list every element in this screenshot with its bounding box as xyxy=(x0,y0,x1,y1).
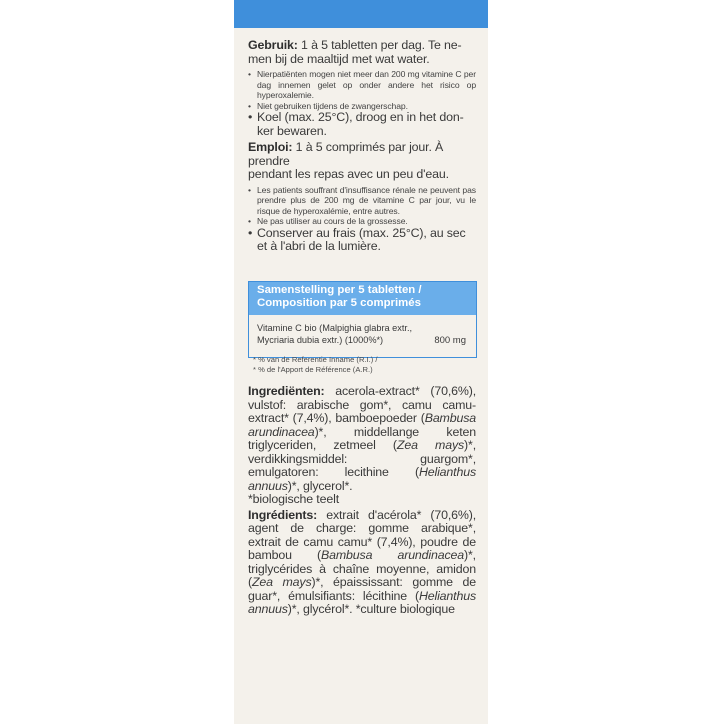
usage-nl-line-2: men bij de maaltijd met wat water. xyxy=(248,51,430,66)
ingredients-nl: Ingrediënten: acerola-extract* (70,6%), vulstof: arabische gom*, camu camu-extract* (7,4%), bamboepoeder (Bambusa arundinacea)*, middellange keten triglyceriden, zetmeel (Zea mays)*, verdikkingsmiddel: guargom*, emulgatoren: lecithine (Helianthus annuus)*, glycerol*. xyxy=(248,384,476,493)
blue-top-band xyxy=(234,0,488,28)
usage-fr-line-2: pendant les repas avec un peu d'eau. xyxy=(248,167,449,181)
composition-table xyxy=(248,281,477,358)
reference-intake-footnote xyxy=(253,355,473,374)
composition-header-nl: Samenstelling per 5 tabletten / xyxy=(257,284,422,296)
usage-fr-warnings xyxy=(248,185,476,227)
usage-fr-storage-item: • Conserver au frais (max. 25°C), au sec et à l'abri de la lumière. xyxy=(248,227,476,254)
usage-fr-warning-kidney: • Les patients souffrant d'insuffisance rénale ne peuvent pas prendre plus de 200 mg de vitamine C par jour, vu le risque de hyperoxalémie, entre autres. xyxy=(248,185,476,217)
usage-nl-warning-kidney: • Nierpatiënten mogen niet meer dan 200 mg vitamine C per dag innemen gelet op onder andere het risico op hyperoxalemie. xyxy=(248,69,476,101)
ingredients-nl-note: *biologische teelt xyxy=(248,492,339,506)
composition-row-amount: 800 mg xyxy=(434,334,466,346)
usage-fr-warning-pregnancy: • Ne pas utiliser au cours de la grossesse. xyxy=(248,216,476,227)
footnote-nl: * % van de Referentie Inname (R.I.) / xyxy=(253,355,378,364)
ingredients-nl-label: Ingrediënten: xyxy=(248,384,325,398)
usage-nl-line-1: Gebruik: 1 à 5 tabletten per dag. Te ne- xyxy=(248,38,462,52)
package-side-panel xyxy=(234,0,488,724)
usage-nl-storage-item: • Koel (max. 25°C), droog en in het don- ker bewaren. xyxy=(248,111,476,138)
ingredients-fr: Ingrédients: extrait d'acérola* (70,6%), agent de charge: gomme arabique*, extrait de camu camu* (7,4%), poudre de bambou (Bambusa arundinacea)*, triglycérides à chaîne moyenne, amidon (Zea mays)*, épaississant: gomme de guar*, émulsifiants: lécithine (Helianthus annuus)*, glycérol*. *culture biologique xyxy=(248,507,476,616)
composition-header xyxy=(249,282,476,315)
composition-row-name-2: Mycriaria dubia extr.) (1000%*) xyxy=(257,334,384,345)
usage-section xyxy=(248,39,476,254)
ingredients-fr-label: Ingrédients: xyxy=(248,507,318,522)
composition-header-fr: Composition par 5 comprimés xyxy=(257,297,421,309)
composition-row-name-1: Vitamine C bio (Malpighia glabra extr., xyxy=(257,323,413,333)
usage-fr-storage xyxy=(248,227,476,254)
usage-fr-line-1: Emploi: 1 à 5 comprimés par jour. À prendre xyxy=(248,140,444,168)
usage-nl-label: Gebruik: xyxy=(248,38,298,52)
ingredients-section xyxy=(248,385,476,617)
usage-nl-storage xyxy=(248,111,476,138)
usage-nl-warning-pregnancy: • Niet gebruiken tijdens de zwangerschap. xyxy=(248,101,476,112)
usage-fr-label: Emploi: xyxy=(248,140,293,154)
composition-row-vitamin-c xyxy=(249,315,476,346)
usage-nl-warnings xyxy=(248,69,476,111)
footnote-fr: * % de l'Apport de Référence (A.R.) xyxy=(253,364,373,374)
